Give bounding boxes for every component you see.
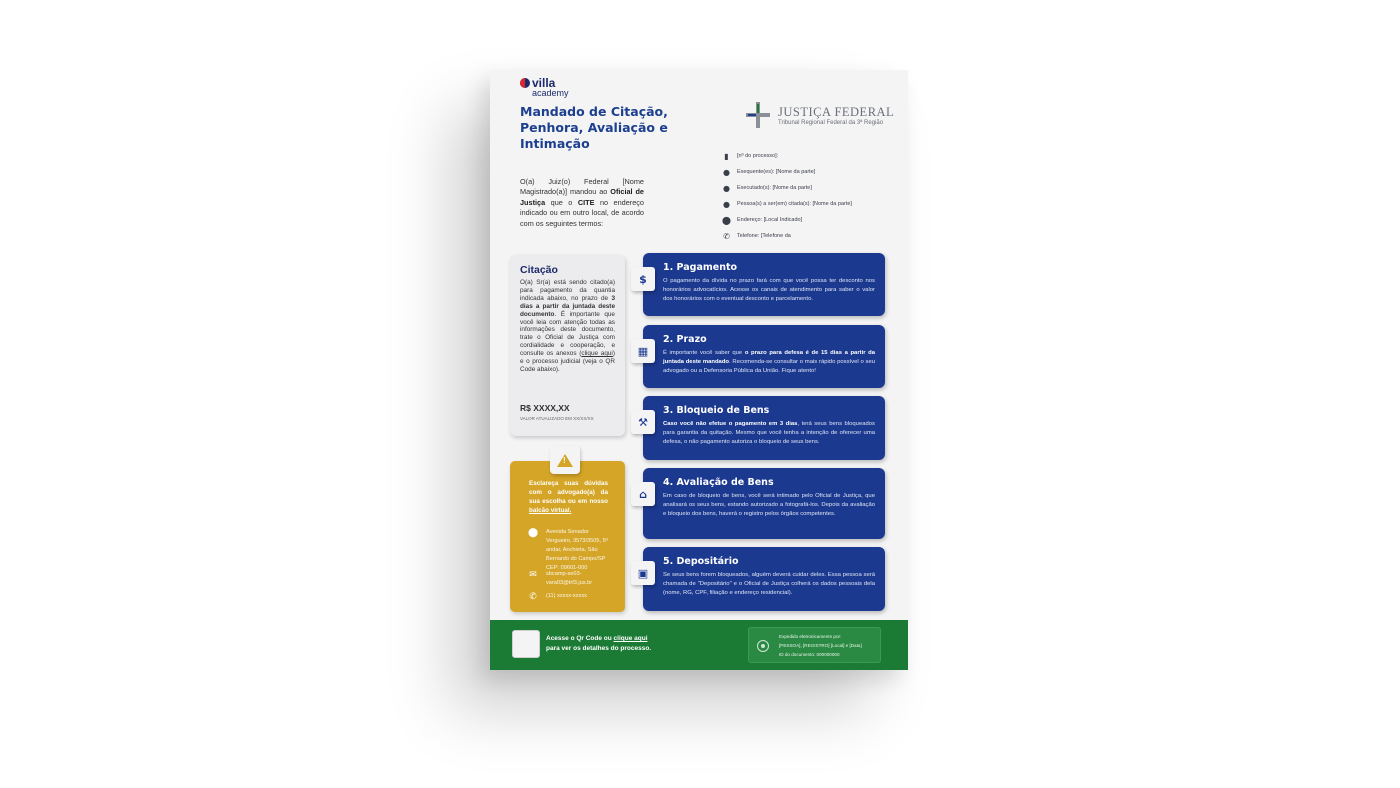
info-text: Pessoa(s) a ser(em) citada(s): [Nome da parte]	[737, 201, 852, 207]
house-icon: ⌂	[631, 482, 655, 506]
person-icon: ●	[723, 167, 730, 177]
balcao-virtual-link[interactable]: balcão virtual.	[529, 507, 572, 514]
info-row-endereco	[722, 212, 852, 228]
phone-text: (11) xxxxx-xxxxx	[546, 593, 587, 599]
phone-icon: ✆	[529, 592, 537, 602]
brand-sub: academy	[532, 88, 569, 98]
location-pin-icon: ⬤	[528, 528, 539, 538]
citacao-body: O(a) Sr(a) está sendo citado(a) para pagamento da quantia indicada abaixo, no prazo de 3 dias a partir da juntada deste documento. É importante que você leia com atenção todas as informações deste documento, trate o Oficial de Justiça com cordialidade e cooperação, e consulte os anexos (clique aqui) e o processo judicial (veja o QR Code abaixo).	[520, 279, 615, 373]
brand-name: villa	[532, 76, 556, 90]
email-icon: ✉	[529, 570, 537, 580]
justica-emblem-icon	[744, 100, 772, 130]
seal-icon	[757, 640, 769, 652]
card-depositario	[637, 547, 885, 611]
document-icon: ▮	[724, 151, 729, 161]
justica-subtitle: Tribunal Regional Federal da 3ª Região	[778, 119, 884, 126]
card-body: Se seus bens forem bloqueados, alguém deverá cuidar deles. Essa pessoa será chamada de "Depositário" e o Oficial de Justiça colherá os dados pessoais dela (nome, RG, CPF, filiação e endereço residencial).	[663, 572, 875, 597]
logo-icon	[520, 78, 530, 88]
info-text: Exequente(es): [Nome da parte]	[737, 169, 816, 175]
card-avaliacao	[639, 468, 885, 539]
footer-bar	[490, 620, 908, 670]
card-pagamento	[639, 253, 885, 316]
person-icon: ●	[723, 199, 730, 209]
card-title: 2. Prazo	[663, 334, 707, 345]
help-card	[510, 455, 625, 612]
email-row	[528, 570, 614, 588]
location-pin-icon: ⬤	[722, 215, 731, 225]
justica-federal-logo	[744, 100, 894, 130]
villa-academy-logo	[520, 76, 569, 98]
qr-code[interactable]	[512, 630, 540, 658]
info-row-executado	[722, 180, 852, 196]
electronic-stamp	[748, 627, 881, 663]
justica-title: JUSTIÇA FEDERAL	[778, 104, 895, 119]
info-text: Endereço: [Local Indicado]	[737, 217, 803, 223]
amount-value: R$ XXXX,XX	[520, 403, 570, 413]
calendar-icon: ▦	[631, 339, 655, 363]
dollar-icon: $	[631, 267, 655, 291]
document-page	[490, 70, 908, 670]
card-body: O pagamento da dívida no prazo fará com que você possa ter desconto nos honorários advocatícios. Acesse os canais de atendimento para saber o valor dos honorários com o eventual desconto e parcelamento.	[663, 278, 875, 303]
phone-row	[528, 592, 614, 602]
phone-icon: ✆	[723, 231, 730, 241]
footer-text: Acesse o Qr Code ou clique aqui para ver os detalhes do processo.	[546, 635, 652, 652]
address-row	[528, 528, 614, 573]
info-row-exequente	[722, 164, 852, 180]
help-text: Esclareça suas dúvidas com o advogado(a) da sua escolha ou em nosso balcão virtual.	[529, 480, 608, 514]
info-text: [nº do processo]:	[737, 153, 779, 159]
gavel-icon: ⚒	[631, 410, 655, 434]
intro-paragraph: O(a) Juiz(o) Federal [Nome Magistrado(a)] mandou ao Oficial de Justiça que o CITE no endereço indicado ou em outro local, de acordo com os seguintes termos:	[520, 177, 644, 228]
card-body: Em caso de bloqueio de bens, você será intimado pelo Oficial de Justiça, que analisará os seus bens, estando autorizado a fotografá-los. Depois da avaliação e bloqueio dos bens, haverá o registro pelos órgãos competentes.	[663, 493, 875, 518]
card-title: 4. Avaliação de Bens	[663, 477, 774, 488]
id-card-icon: ▣	[631, 561, 655, 585]
amount-note: VALOR ATUALIZADO EM XX/XX/XX	[520, 416, 594, 421]
card-body: Caso você não efetue o pagamento em 3 dias, terá seus bens bloqueados para garantia da quitação. Mesmo que você tenha a intenção de oferecer uma defesa, o não pagamento autoriza o bloqueio de seus bens.	[663, 421, 875, 446]
email-text: sbcamp-se03-vara03@trf3.jus.br	[546, 571, 593, 586]
info-text: Telefone: [Telefone da	[737, 233, 791, 239]
anexos-link[interactable]: clique aqui	[581, 350, 613, 358]
citacao-title: Citação	[520, 264, 558, 276]
citacao-card	[510, 255, 625, 436]
address-text: Avenida Senador Vergueiro, 3573/3505, 5º andar, Anchieta, São Bernardo do Campo/SP CEP: 09601-000	[546, 529, 608, 571]
stamp-text: Expedido eletronicamente por: [PESSOA], [REGISTRO] [Local] e [Data] ID do documento: 000000000	[779, 634, 862, 657]
card-body: É importante você saber que o prazo para defesa é de 15 dias a partir da juntada deste mandado. Recomenda-se consultar o mais rápido possível o seu advogado ou a Defensoria Pública da União. Fique atento!	[663, 350, 875, 375]
card-bloqueio	[638, 396, 885, 460]
process-info-list	[722, 148, 852, 244]
warning-icon: !	[550, 446, 580, 474]
card-title: 1. Pagamento	[663, 262, 738, 273]
details-link[interactable]: clique aqui	[613, 635, 648, 642]
info-row-telefone	[722, 228, 852, 244]
person-icon: ●	[723, 183, 730, 193]
card-title: 3. Bloqueio de Bens	[663, 405, 770, 416]
info-row-process	[722, 148, 852, 164]
card-prazo	[637, 325, 885, 388]
card-title: 5. Depositário	[663, 556, 739, 567]
info-row-citada	[722, 196, 852, 212]
document-title: Mandado de Citação, Penhora, Avaliação e Intimação	[520, 104, 668, 151]
info-text: Executado(s): [Nome da parte]	[737, 185, 812, 191]
